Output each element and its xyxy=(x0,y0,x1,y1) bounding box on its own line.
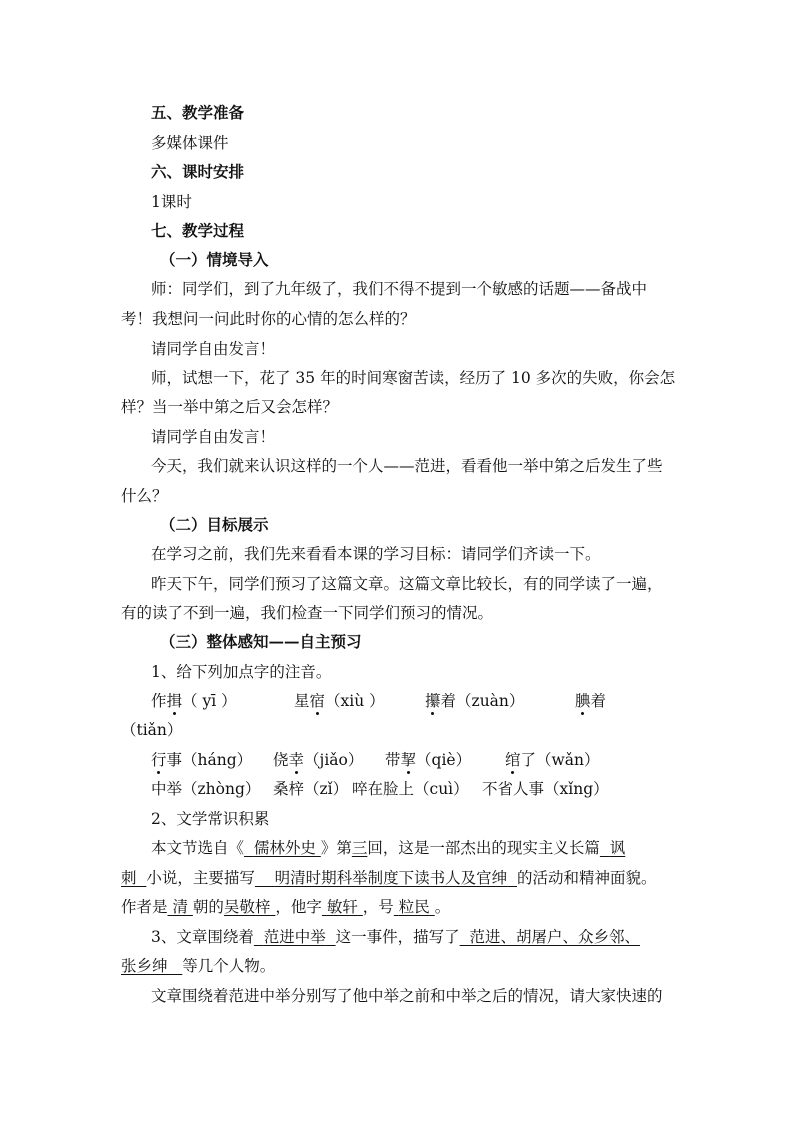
pinyin-item: 绾了（wǎn） xyxy=(505,751,600,769)
paragraph-line: 有的读了不到一遍，我们检查一下同学们预习的情况。 xyxy=(121,604,494,622)
question-2: 2、文学常识积累 xyxy=(151,810,270,828)
subheading-overview: （三）整体感知——自主预习 xyxy=(160,632,362,651)
section-heading-preparation: 五、教学准备 xyxy=(151,103,245,122)
pinyin-item: 侥幸（jiǎo） xyxy=(273,751,364,769)
section-heading-schedule: 六、课时安排 xyxy=(151,162,245,181)
question-3-continued: 张乡绅 等几个人物。 xyxy=(121,957,276,975)
pinyin-item: 行事（háng） xyxy=(151,751,253,769)
pinyin-item: 攥着（zuàn） xyxy=(425,692,525,710)
literature-line: 刺 小说，主要描写 明清时期科举制度下读书人及官绅 的活动和精神面貌。 xyxy=(121,869,657,887)
pinyin-item: 腆着 xyxy=(575,692,607,710)
literature-line: 本文节选自《 儒林外史 》第三回，这是一部杰出的现实主义长篇 讽 xyxy=(151,839,626,857)
paragraph-line: 师，试想一下，花了 35 年的时间寒窗苦读，经历了 10 多次的失败，你会怎 xyxy=(151,369,676,387)
section-body-preparation: 多媒体课件 xyxy=(151,134,229,152)
subheading-introduction: （一）情境导入 xyxy=(160,250,269,269)
paragraph-line: 文章围绕着范进中举分别写了他中举之前和中举之后的情况，请大家快速的 xyxy=(151,987,663,1005)
section-body-schedule: 1课时 xyxy=(151,193,192,211)
paragraph-line: 什么？ xyxy=(121,487,168,505)
pinyin-item: 中举（zhòng） xyxy=(151,780,261,798)
paragraph-line: 考！我想问一问此时你的心情的怎么样的？ xyxy=(121,310,416,328)
paragraph-line: 在学习之前，我们先来看看本课的学习目标：请同学们齐读一下。 xyxy=(151,545,601,563)
paragraph-line: 请同学自由发言！ xyxy=(151,428,276,446)
paragraph-line: 样？当一举中第之后又会怎样？ xyxy=(121,398,339,416)
question-3: 3、文章围绕着 范进中举 这一事件，描写了 范进、胡屠户、众乡邻、 xyxy=(151,928,640,946)
pinyin-item: 不省人事（xǐng） xyxy=(482,780,609,798)
paragraph-line: 请同学自由发言！ xyxy=(151,340,276,358)
pinyin-item: 桑梓（zǐ） xyxy=(273,780,349,798)
paragraph-line: 昨天下午，同学们预习了这篇文章。这篇文章比较长，有的同学读了一遍， xyxy=(151,575,663,593)
pinyin-item: 带挈（qiè） xyxy=(385,751,472,769)
question-1: 1、给下列加点字的注音。 xyxy=(151,663,332,681)
pinyin-item-continued: （tiǎn） xyxy=(121,721,183,739)
literature-line: 作者是 清 朝的吴敬梓 ，他字 敏轩 ，号 粒民 。 xyxy=(121,898,451,916)
subheading-objectives: （二）目标展示 xyxy=(160,515,269,534)
section-heading-process: 七、教学过程 xyxy=(151,221,245,240)
pinyin-item: 啐在脸上（cuì） xyxy=(352,780,469,798)
pinyin-item: 作揖（ yī ） xyxy=(151,692,237,710)
pinyin-item: 星宿（xiù ） xyxy=(294,692,385,710)
paragraph-line: 今天，我们就来认识这样的一个人——范进，看看他一举中第之后发生了些 xyxy=(151,457,663,475)
paragraph-line: 师：同学们，到了九年级了，我们不得不提到一个敏感的话题——备战中 xyxy=(151,280,648,298)
